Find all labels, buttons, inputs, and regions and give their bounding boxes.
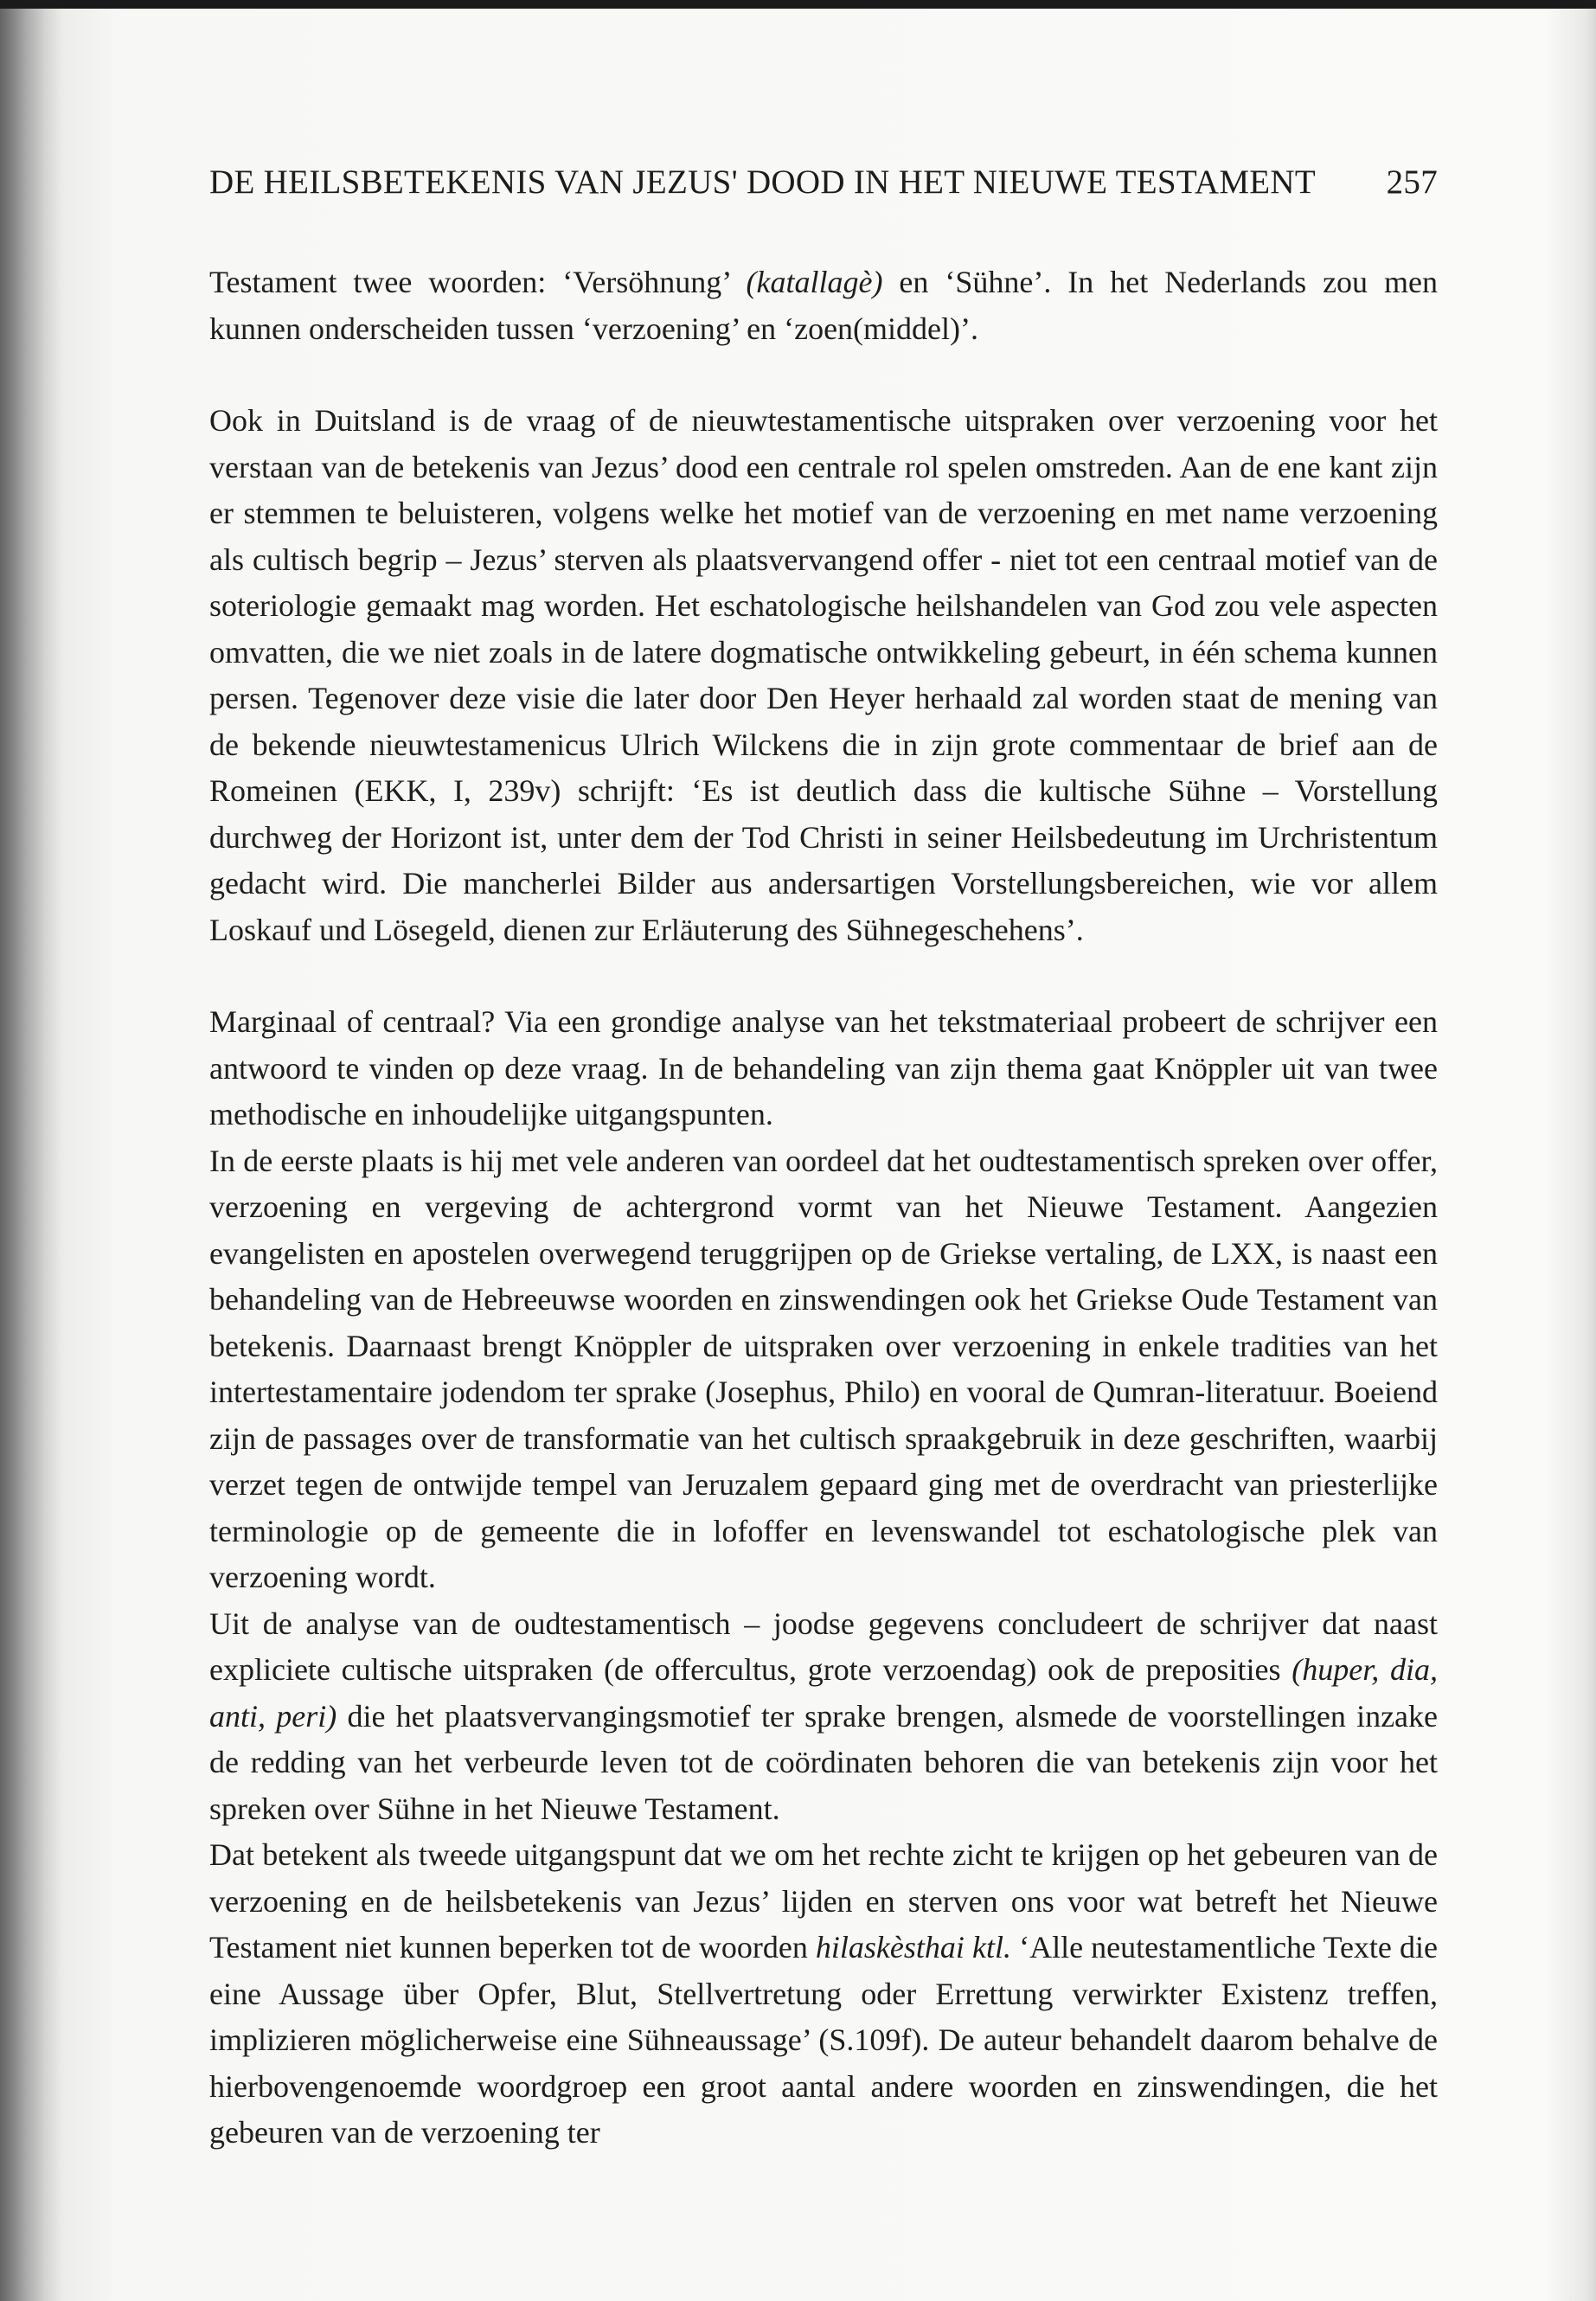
- paragraph-marginaal: Marginaal of centraal? Via een grondige analyse van het tekstmateriaal probeert de schrijver een antwoord te vinden op deze vraag. In de behandeling van zijn thema gaat Knöppler uit van twee methodische en inhoudelijke uitgangspunten.: [209, 1004, 1438, 1131]
- running-header-title: DE HEILSBETEKENIS VAN JEZUS' DOOD IN HET NIEUWE TESTAMENT: [209, 163, 1317, 201]
- paragraph-tweede-uitgangspunt: Dat betekent als tweede uitgangspunt dat we om het rechte zicht te krijgen op het gebeuren van de verzoening en de heilsbetekenis van Jezus’ lijden en sterven ons voor wat betreft het Nieuwe Testament niet kunnen beperken tot de woorden hilaskèsthai ktl. ‘Alle neutestamentliche Texte die eine Aussage über Opfer, Blut, Stellvertretung oder Errettung verwirkter Existenz treffen, implizieren möglicherweise eine Sühneaussage’ (S.109f). De auteur behandelt daarom behalve de hierbovengenoemde woordgroep een groot aantal andere woorden en zinswendingen, die het gebeuren van de verzoening ter: [209, 1837, 1438, 2150]
- page-edge: [1544, 9, 1596, 2301]
- book-page: [0, 9, 1596, 2301]
- italic-term: hilaskèsthai ktl.: [815, 1930, 1011, 1965]
- italic-term: (katallagè): [746, 265, 883, 299]
- body-text: [209, 260, 1438, 2157]
- page-number: 257: [1386, 163, 1438, 201]
- italic-prepositions: (huper, dia, anti, peri): [209, 1652, 1438, 1734]
- paragraph-analyse: Uit de analyse van de oudtestamentisch – joodse gegevens concludeert de schrijver dat naast expliciete cultische uitspraken (de offercultus, grote verzoendag) ook de preposities (huper, dia, anti, peri) die het plaatsvervangingsmotief ter sprake brengen, alsmede de voorstellingen inzake de redding van het verbeurde leven tot de coördinaten behoren die van betekenis zijn voor het spreken over Sühne in het Nieuwe Testament.: [209, 1606, 1439, 1826]
- paragraph-eerste-plaats: In de eerste plaats is hij met vele anderen van oordeel dat het oudtestamentisch spreken over offer, verzoening en vergeving de achtergrond vormt van het Nieuwe Testament. Aangezien evangelisten en apostelen overwegend teruggrijpen op de Griekse vertaling, de LXX, is naast een behandeling van de Hebreeuwse woorden en zinswendingen ook het Griekse Oude Testament van betekenis. Daarnaast brengt Knöppler de uitspraken over verzoening in enkele tradities van het intertestamentaire jodendom ter sprake (Josephus, Philo) en vooral de Qumran-literatuur. Boeiend zijn de passages over de transformatie van het cultisch spraakgebruik in deze geschriften, waarbij verzet tegen de ontwijde tempel van Jeruzalem gepaard ging met de overdracht van priesterlijke terminologie op de gemeente die in lofoffer en levenswandel tot eschatologische plek van verzoening wordt.: [209, 1143, 1438, 1594]
- page-gutter-shadow: [0, 9, 65, 2301]
- paragraph-continuation: Testament twee woorden: ‘Versöhnung’ (katallagè) en ‘Sühne’. In het Nederlands zou men kunnen onderscheiden tussen ‘verzoening’ en ‘zoen(middel)’.: [209, 265, 1439, 346]
- paragraph-duitsland: Ook in Duitsland is de vraag of de nieuwtestamentische uitspraken over verzoening voor het verstaan van de betekenis van Jezus’ dood een centrale rol spelen omstreden. Aan de ene kant zijn er stemmen te beluisteren, volgens welke het motief van de verzoening en met name verzoening als cultisch begrip – Jezus’ sterven als plaatsvervangend offer - niet tot een centraal motief van de soteriologie gemaakt mag worden. Het eschatologische heilshandelen van God zou vele aspecten omvatten, die we niet zoals in de latere dogmatische ontwikkeling gebeurt, in één schema kunnen persen. Tegenover deze visie die later door Den Heyer herhaald zal worden staat de mening van de bekende nieuwtestamenicus Ulrich Wilckens die in zijn grote commentaar de brief aan de Romeinen (EKK, I, 239v) schrijft: ‘Es ist deutlich dass die kultische Sühne – Vorstellung durchweg der Horizont ist, unter dem der Tod Christi in seiner Heilsbedeutung im Urchristentum gedacht wird. Die mancherlei Bilder aus andersartigen Vorstellungsbereichen, wie vor allem Loskauf und Lösegeld, dienen zur Erläuterung des Sühnegeschehens’.: [209, 403, 1438, 947]
